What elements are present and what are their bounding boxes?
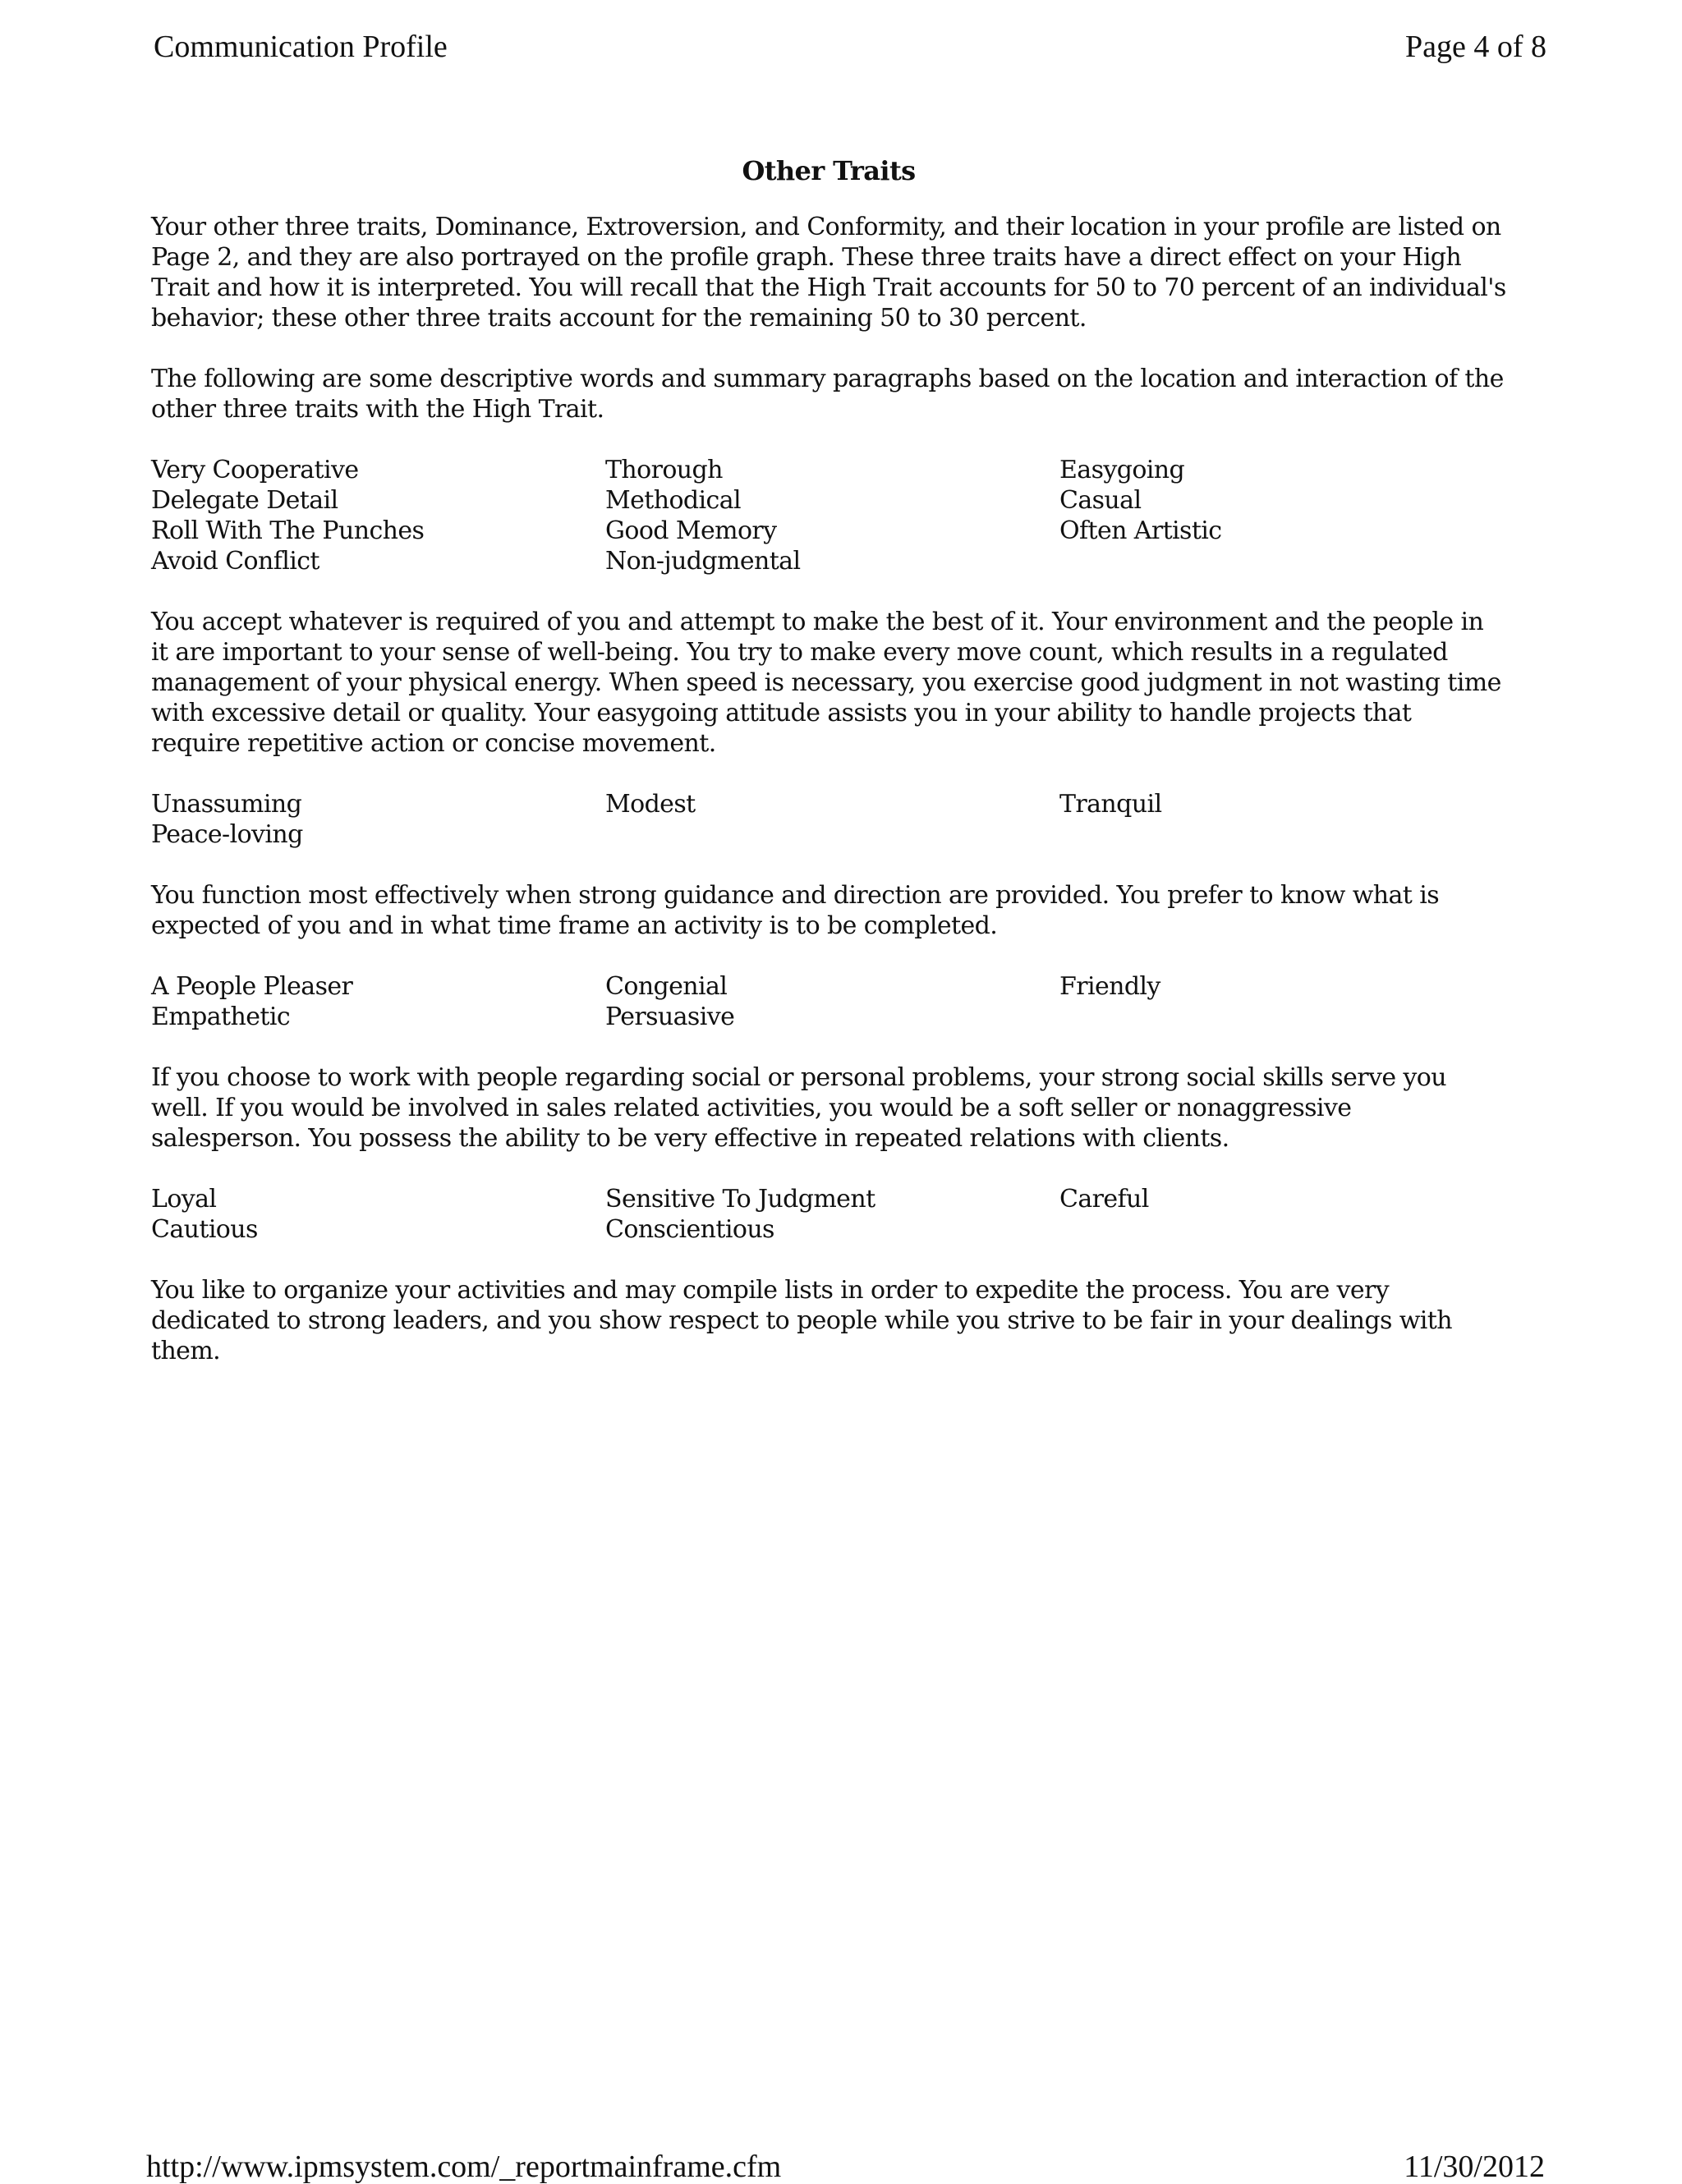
summary-paragraph-4: You like to organize your activities and may compile lists in order to expedite the process. You are very dedicated to strong leaders, and you show respect to people while you strive to be fair in your dealings with them. [151, 1276, 1452, 1365]
trait-words-group-2 [151, 789, 1506, 850]
trait-words-column-2 [605, 455, 1059, 576]
trait-words-column-3 [1059, 455, 1506, 576]
trait-word: Persuasive [605, 1003, 735, 1031]
trait-word: Careful [1059, 1185, 1149, 1214]
trait-words-column-2 [605, 971, 1059, 1032]
trait-words-group-3 [151, 971, 1506, 1032]
document-body [151, 154, 1506, 1397]
trait-word: Cautious [151, 1215, 258, 1244]
trait-word: Casual [1059, 486, 1142, 515]
page-number: Page 4 of 8 [1404, 30, 1546, 64]
summary-paragraph-2: You function most effectively when strong guidance and direction are provided. You prefer to know what is expected of you and in what time frame an activity is to be completed. [151, 881, 1439, 940]
trait-words-column-1 [151, 789, 605, 850]
trait-word: Non-judgmental [605, 547, 801, 576]
trait-word: Easygoing [1059, 456, 1185, 484]
trait-words-column-2 [605, 789, 1059, 850]
trait-words-column-2 [605, 1184, 1059, 1245]
intro-paragraph-1: Your other three traits, Dominance, Extroversion, and Conformity, and their location in your profile are listed on Page 2, and they are also portrayed on the profile graph. These three traits have a direct effect on your High Trait and how it is interpreted. You will recall that the High Trait accounts for 50 to 70 percent of an individual's behavior; these other three traits account for the remaining 50 to 30 percent. [151, 213, 1506, 333]
trait-word: Empathetic [151, 1003, 291, 1031]
trait-word: A People Pleaser [151, 972, 353, 1001]
footer-date: 11/30/2012 [1404, 2150, 1545, 2184]
summary-paragraph-3: If you choose to work with people regarding social or personal problems, your strong social skills serve you well. If you would be involved in sales related activities, you would be a soft seller or nonaggressive salesperson. You possess the ability to be very effective in repeated relations with clients. [151, 1063, 1446, 1153]
trait-words-column-3 [1059, 971, 1506, 1032]
trait-word: Delegate Detail [151, 486, 338, 515]
header-title: Communication Profile [154, 30, 448, 64]
trait-word: Sensitive To Judgment [605, 1185, 875, 1214]
trait-words-group-4 [151, 1184, 1506, 1245]
trait-word: Very Cooperative [151, 456, 359, 484]
trait-word: Peace-loving [151, 820, 303, 849]
trait-word: Often Artistic [1059, 516, 1222, 545]
trait-word: Methodical [605, 486, 741, 515]
trait-words-column-1 [151, 1184, 605, 1245]
trait-word: Good Memory [605, 516, 777, 545]
trait-word: Unassuming [151, 790, 302, 819]
summary-paragraph-1: You accept whatever is required of you and attempt to make the best of it. Your environment and the people in it are important to your sense of well-being. You try to make every move count, which results in a regulated management of your physical energy. When speed is necessary, you exercise good judgment in not wasting time with excessive detail or quality. Your easygoing attitude assists you in your ability to handle projects that require repetitive action or concise movement. [151, 608, 1501, 758]
trait-word: Congenial [605, 972, 728, 1001]
trait-words-column-3 [1059, 789, 1506, 850]
trait-word: Modest [605, 790, 696, 819]
section-heading: Other Traits [742, 155, 916, 186]
trait-words-column-1 [151, 455, 605, 576]
trait-word: Thorough [605, 456, 723, 484]
trait-word: Tranquil [1059, 790, 1162, 819]
trait-word: Loyal [151, 1185, 217, 1214]
intro-paragraph-2: The following are some descriptive words and summary paragraphs based on the location and interaction of the other three traits with the High Trait. [151, 365, 1504, 424]
trait-word: Conscientious [605, 1215, 774, 1244]
trait-words-column-1 [151, 971, 605, 1032]
footer-url: http://www.ipmsystem.com/_reportmainframe.cfm [146, 2150, 782, 2184]
trait-words-group-1 [151, 455, 1506, 576]
trait-word: Roll With The Punches [151, 516, 425, 545]
trait-word: Avoid Conflict [151, 547, 319, 576]
trait-word: Friendly [1059, 972, 1160, 1001]
trait-words-column-3 [1059, 1184, 1506, 1245]
